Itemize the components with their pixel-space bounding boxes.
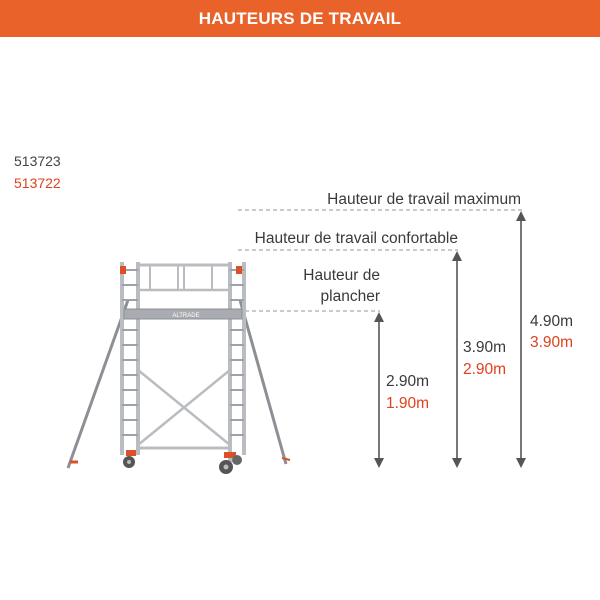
floor-height-label-line2: plancher [320,288,380,305]
floor-height-value-primary: 2.90m [386,373,430,390]
right-outrigger [240,300,286,464]
left-outrigger [68,300,128,468]
scaffold-tower [68,262,290,474]
max-height-label: Hauteur de travail maximum [327,191,521,208]
comfortable-height-value-primary: 3.90m [463,339,507,356]
floor-height-value-secondary: 1.90m [386,395,430,412]
page-title-banner: HAUTEURS DE TRAVAIL [0,0,600,37]
comfortable-height-value-secondary: 2.90m [463,361,507,378]
comfortable-height-arrow [452,251,462,468]
max-height-value-primary: 4.90m [530,313,574,330]
floor-height-arrow [374,312,384,468]
wheel-front-left [123,450,136,468]
floor-height-label-line1: Hauteur de [303,267,380,284]
comfortable-height-label: Hauteur de travail confortable [254,230,458,247]
reference-primary: 513723 [14,153,61,169]
wheel-front-right [219,452,242,474]
platform-brand-text: ALTRADE [172,313,200,319]
max-height-arrow [516,211,526,468]
max-height-value-secondary: 3.90m [530,334,574,351]
reference-secondary: 513722 [14,175,61,191]
